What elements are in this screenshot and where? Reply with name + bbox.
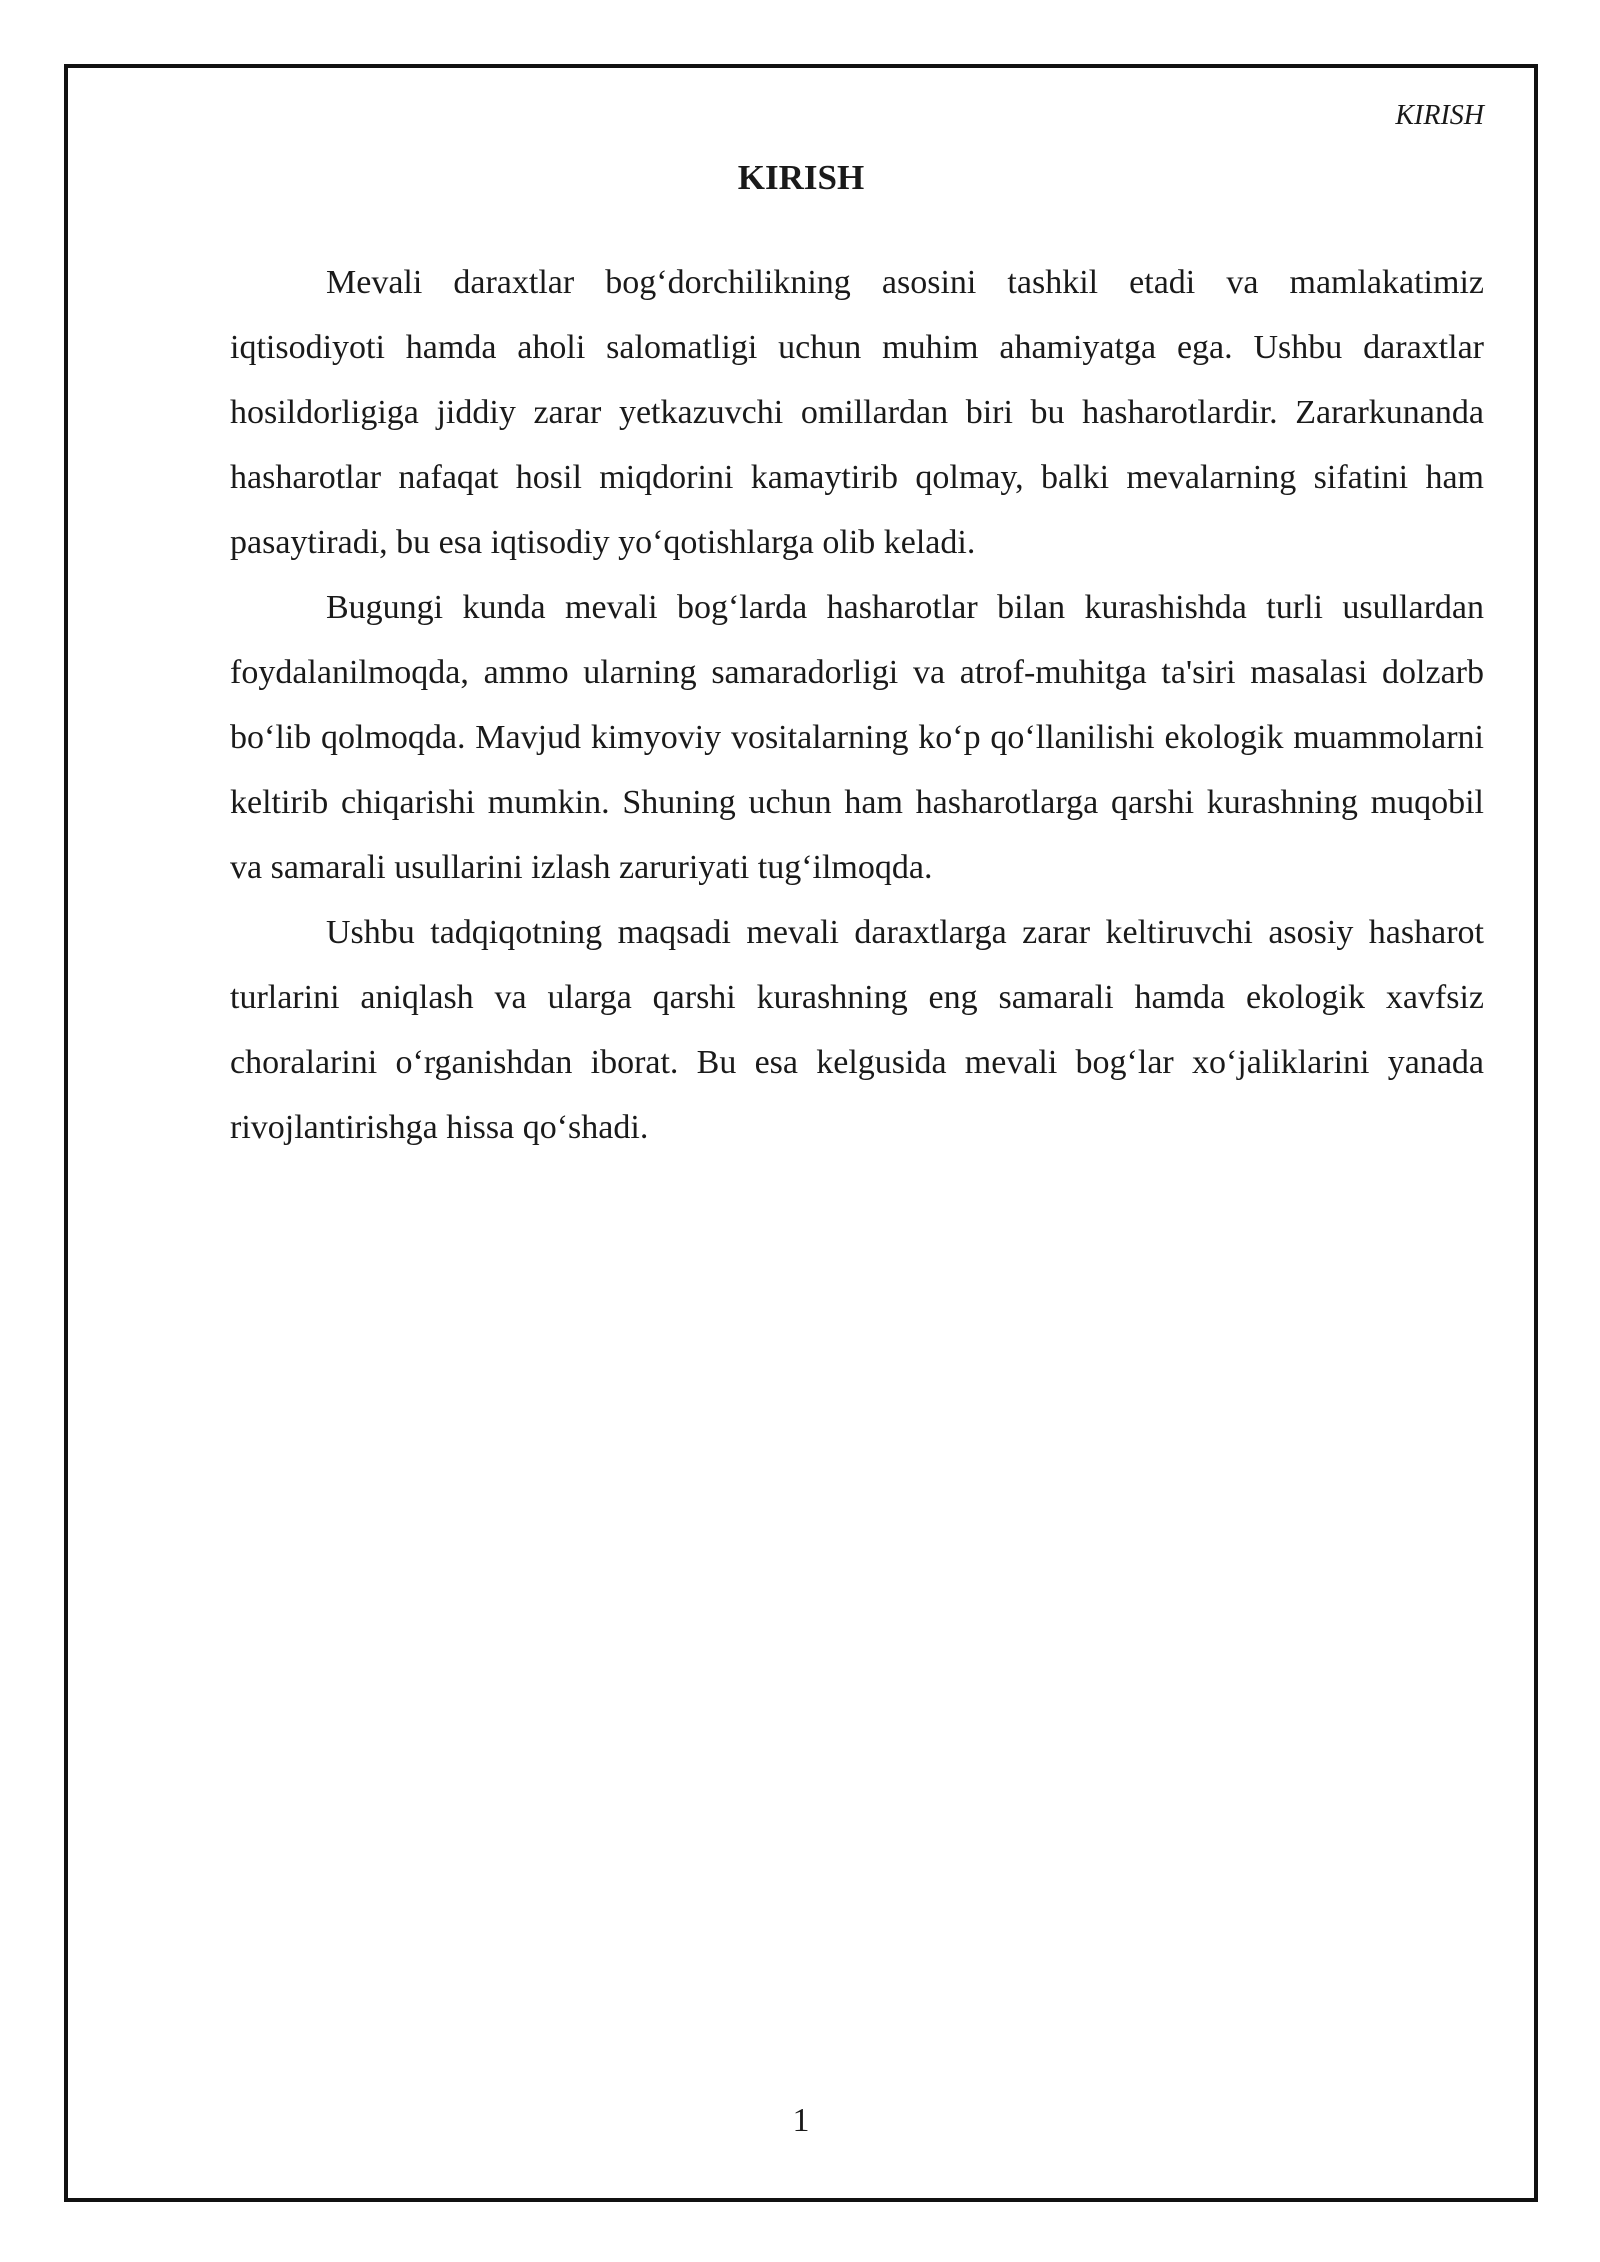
page-frame bbox=[64, 64, 1538, 2202]
paragraph: Ushbu tadqiqotning maqsadi mevali daraxtlarga zarar keltiruvchi asosiy hasharot turlarini aniqlash va ularga qarshi kurashning eng samarali hamda ekologik xavfsiz choralarini o‘rganishdan iborat. Bu esa kelgusida mevali bog‘lar xo‘jaliklarini yanada rivojlantirishga hissa qo‘shadi. bbox=[230, 914, 1484, 1146]
page-title: KIRISH bbox=[737, 158, 865, 197]
running-header: KIRISH bbox=[1395, 100, 1484, 131]
page-number: 1 bbox=[792, 2102, 810, 2139]
body-text bbox=[230, 250, 1484, 1160]
paragraph: Bugungi kunda mevali bog‘larda hasharotlar bilan kurashishda turli usullardan foydalanilmoqda, ammo ularning samaradorligi va atrof-muhitga ta'siri masalasi dolzarb bo‘lib qolmoqda. Mavjud kimyoviy vositalarning ko‘p qo‘llanilishi ekologik muammolarni keltirib chiqarishi mumkin. Shuning uchun ham hasharotlarga qarshi kurashning muqobil va samarali usullarini izlash zaruriyati tug‘ilmoqda. bbox=[230, 589, 1484, 886]
paragraph: Mevali daraxtlar bog‘dorchilikning asosini tashkil etadi va mamlakatimiz iqtisodiyoti hamda aholi salomatligi uchun muhim ahamiyatga ega. Ushbu daraxtlar hosildorligiga jiddiy zarar yetkazuvchi omillardan biri bu hasharotlardir. Zararkunanda hasharotlar nafaqat hosil miqdorini kamaytirib qolmay, balki mevalarning sifatini ham pasaytiradi, bu esa iqtisodiy yo‘qotishlarga olib keladi. bbox=[230, 264, 1484, 561]
